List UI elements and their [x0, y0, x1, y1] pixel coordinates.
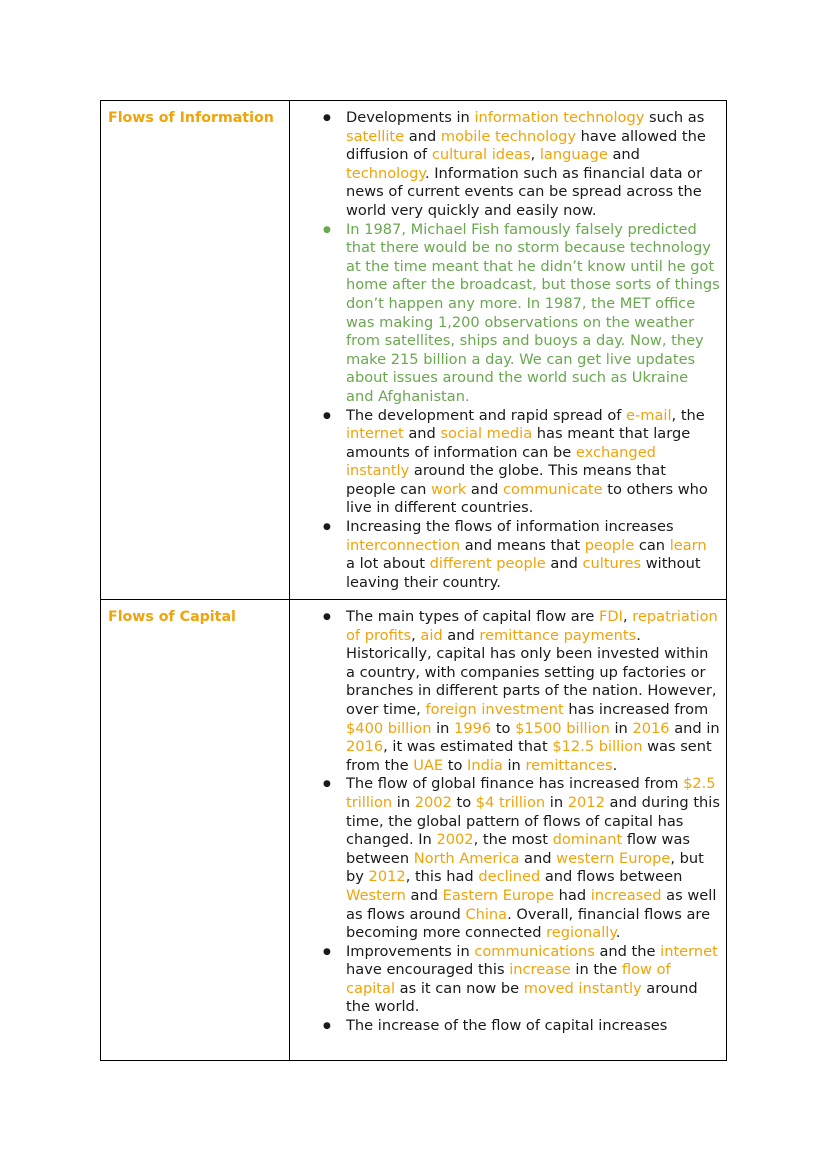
text-segment: Increasing the flows of information increases: [346, 518, 674, 536]
key-term: communications: [474, 942, 595, 960]
text-segment: and: [403, 425, 441, 443]
key-term: 2002: [414, 793, 452, 811]
bullet-item: [290, 608, 720, 775]
key-term: western Europe: [556, 849, 671, 867]
text-segment: and in: [669, 719, 720, 737]
key-term: 1996: [454, 719, 492, 737]
text-segment: Developments in: [346, 109, 475, 126]
text-segment: as well as flows around: [346, 886, 717, 923]
bullet-item: [290, 518, 720, 592]
table-row: [101, 101, 727, 600]
key-term: work: [430, 480, 467, 498]
text-segment: .: [615, 924, 621, 942]
text-segment: around the globe. This means that people can: [346, 462, 666, 498]
key-term: dominant: [552, 831, 623, 849]
key-term: social media: [440, 425, 533, 443]
key-term: 2012: [567, 793, 605, 811]
key-term: $4 trillion: [475, 793, 546, 811]
text-segment: was sent from the: [346, 738, 712, 774]
text-segment: such as: [644, 109, 705, 126]
text-segment: and: [545, 555, 583, 573]
text-segment: in: [609, 719, 633, 737]
key-term: people: [584, 536, 635, 554]
text-segment: and: [404, 127, 441, 145]
text-segment: The flow of global finance has increased from: [346, 775, 684, 793]
text-segment: and flows between: [540, 868, 683, 886]
key-term: repatriation of profits: [346, 608, 718, 644]
text-segment: ,: [530, 146, 540, 164]
key-term: $400 billion: [346, 719, 432, 737]
text-segment: . Overall, financial flows are becoming more connected: [346, 905, 711, 942]
text-segment: In 1987, Michael Fish famously falsely predicted that there would be no storm because technology at the time meant that he didn’t know until he got home after the broadcast, but those sorts of things don’t happen any more. In 1987, the MET office was making 1,200 observations on the weather from satellites, ships and buoys a day. Now, they make 215 billion a day. We can get live updates about issues around the world such as Ukraine and Afghanistan.: [346, 220, 720, 405]
key-term: 2016: [346, 738, 384, 756]
text-segment: The main types of capital flow are: [346, 608, 600, 625]
key-term: 2012: [368, 868, 406, 886]
key-term: interconnection: [346, 536, 461, 554]
text-segment: Improvements in: [346, 942, 475, 960]
text-segment: in: [392, 793, 415, 811]
text-segment: . Information such as financial data or news of current events can be spread across the world very quickly and easily now.: [346, 164, 703, 219]
text-segment: and: [442, 626, 480, 644]
key-term: $12.5 billion: [552, 738, 643, 756]
bullet-item: [290, 943, 720, 1017]
text-segment: in: [502, 756, 526, 774]
key-term: FDI: [599, 608, 623, 625]
row-content-capital: [290, 600, 727, 1061]
bullet-list: [290, 608, 720, 1036]
text-segment: and means that: [460, 536, 585, 554]
text-segment: in the: [570, 961, 622, 979]
key-term: Eastern Europe: [442, 886, 555, 904]
text-segment: can: [634, 536, 670, 554]
row-label-capital: Flows of Capital: [101, 600, 290, 1061]
key-term: flow of capital: [346, 961, 671, 997]
key-term: China: [465, 905, 508, 923]
text-segment: and: [466, 480, 504, 498]
key-term: internet: [346, 425, 404, 443]
text-segment: The development and rapid spread of: [346, 406, 627, 424]
key-term: e-mail: [626, 406, 672, 424]
bullet-item: [290, 407, 720, 519]
text-segment: , but by: [346, 849, 704, 886]
key-term: $2.5 trillion: [346, 775, 716, 811]
text-segment: , the most: [473, 831, 553, 849]
row-content-information: [290, 101, 727, 600]
text-segment: and: [405, 886, 443, 904]
text-segment: The increase of the flow of capital increases: [346, 1017, 668, 1035]
key-term: foreign investment: [425, 700, 564, 718]
text-segment: and: [607, 146, 640, 164]
notes-table: [100, 100, 727, 1061]
key-term: different people: [429, 555, 546, 573]
text-segment: have encouraged this: [346, 961, 510, 979]
text-segment: to: [491, 719, 516, 737]
key-term: language: [539, 146, 608, 164]
text-segment: in: [545, 793, 568, 811]
key-term: India: [467, 756, 503, 774]
text-segment: has meant that large amounts of information can be: [346, 425, 691, 461]
key-term: moved instantly: [523, 979, 642, 997]
key-term: cultures: [582, 555, 642, 573]
key-term: technology: [346, 164, 425, 182]
key-term: remittances: [525, 756, 613, 774]
text-segment: to others who live in different countries.: [346, 480, 708, 517]
text-segment: and the: [594, 942, 661, 960]
text-segment: to: [443, 756, 468, 774]
key-term: increased: [590, 886, 662, 904]
key-term: 2016: [632, 719, 670, 737]
row-label-information: Flows of Information: [101, 101, 290, 600]
text-segment: , the: [671, 406, 705, 424]
key-term: Western: [346, 886, 406, 904]
text-segment: flow was between: [346, 831, 691, 867]
text-segment: . Historically, capital has only been invested within a country, with companies setting up factories or branches in different parts of the nation. However, over time,: [346, 626, 717, 718]
bullet-item: [290, 109, 720, 221]
key-term: learn: [669, 536, 707, 554]
key-term: exchanged instantly: [346, 443, 656, 480]
key-term: cultural ideas: [431, 146, 531, 164]
text-segment: had: [554, 886, 591, 904]
key-term: 2002: [436, 831, 474, 849]
text-segment: and: [519, 849, 557, 867]
text-segment: has increased from: [563, 700, 709, 718]
text-segment: , this had: [405, 868, 479, 886]
bullet-list: [290, 109, 720, 592]
text-segment: , it was estimated that: [383, 738, 553, 756]
key-term: internet: [660, 942, 718, 960]
text-segment: ,: [622, 608, 633, 625]
text-segment: to: [451, 793, 476, 811]
text-segment: and during this time, the global pattern of flows of capital has changed. In: [346, 793, 720, 849]
key-term: regionally: [546, 924, 616, 942]
text-segment: without leaving their country.: [346, 555, 701, 591]
key-term: North America: [413, 849, 520, 867]
key-term: increase: [509, 961, 571, 979]
key-term: aid: [420, 626, 443, 644]
text-segment: have allowed the diffusion of: [346, 127, 706, 164]
key-term: remittance payments: [479, 626, 637, 644]
key-term: information technology: [474, 109, 645, 126]
text-segment: around the world.: [346, 979, 698, 1016]
text-segment: .: [612, 756, 618, 774]
key-term: mobile technology: [440, 127, 577, 145]
key-term: communicate: [503, 480, 603, 498]
text-segment: in: [431, 719, 455, 737]
bullet-item: [290, 221, 720, 407]
bullet-item: [290, 775, 720, 942]
table-row: [101, 600, 727, 1061]
key-term: UAE: [413, 756, 444, 774]
text-segment: a lot about: [346, 555, 430, 573]
bullet-item: [290, 1017, 720, 1036]
key-term: declined: [478, 868, 541, 886]
key-term: satellite: [346, 127, 405, 145]
text-segment: as it can now be: [395, 979, 524, 997]
key-term: $1500 billion: [515, 719, 610, 737]
text-segment: ,: [411, 626, 421, 644]
